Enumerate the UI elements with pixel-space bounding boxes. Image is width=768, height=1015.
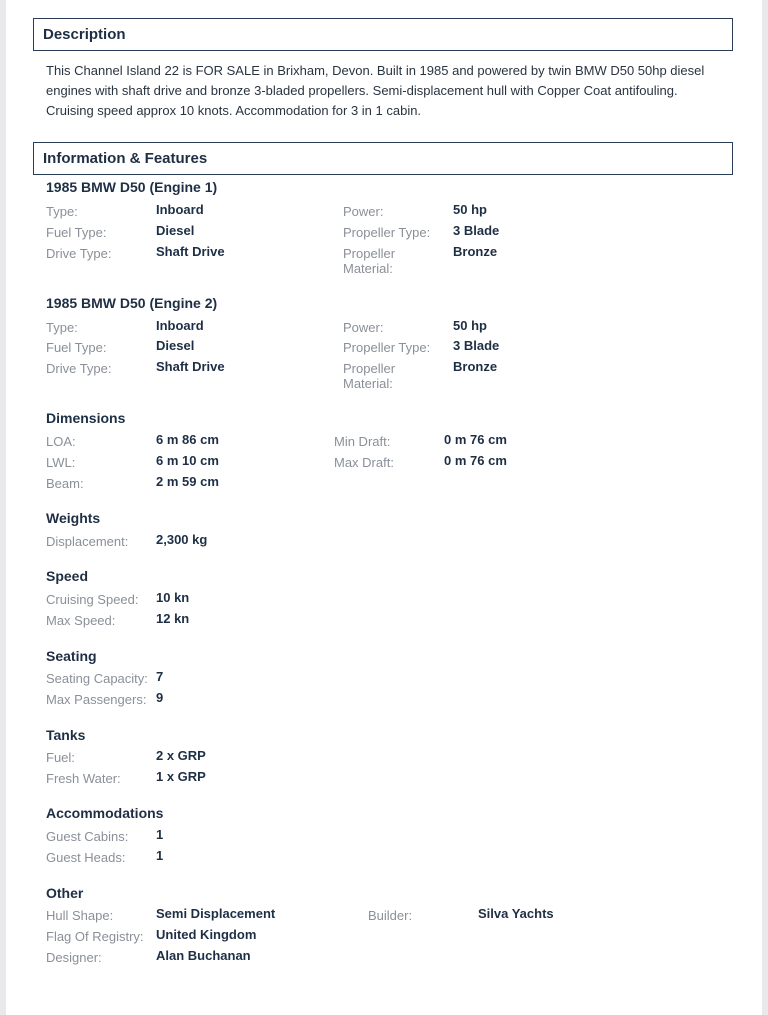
engine2-prop-material-value: Bronze <box>453 359 498 374</box>
seating-capacity-label: Seating Capacity: <box>46 671 148 686</box>
engine1-drive-value: Shaft Drive <box>156 244 225 259</box>
seating-capacity-value: 7 <box>156 669 164 684</box>
builder-value: Silva Yachts <box>478 906 554 921</box>
flag-registry-value: United Kingdom <box>156 927 257 942</box>
engine1-title: 1985 BMW D50 (Engine 1) <box>46 179 218 195</box>
accommodations-title: Accommodations <box>46 805 164 821</box>
guest-cabins-label: Guest Cabins: <box>46 829 129 844</box>
engine2-power-label: Power: <box>343 320 384 335</box>
beam-value: 2 m 59 cm <box>156 474 219 489</box>
fuel-tank-value: 2 x GRP <box>156 748 206 763</box>
engine2-drive-label: Drive Type: <box>46 361 112 376</box>
max-speed-label: Max Speed: <box>46 613 116 628</box>
speed-title: Speed <box>46 568 89 584</box>
engine1-prop-material-label-2: Material: <box>343 261 393 276</box>
flag-registry-label: Flag Of Registry: <box>46 929 144 944</box>
engine2-power-value: 50 hp <box>453 318 487 333</box>
engine1-prop-type-label: Propeller Type: <box>343 225 431 240</box>
designer-value: Alan Buchanan <box>156 948 251 963</box>
engine2-prop-type-value: 3 Blade <box>453 338 500 353</box>
other-title: Other <box>46 885 84 901</box>
description-header: Description <box>33 18 733 51</box>
loa-label: LOA: <box>46 434 76 449</box>
engine2-prop-type-label: Propeller Type: <box>343 340 431 355</box>
fresh-water-value: 1 x GRP <box>156 769 206 784</box>
engine1-power-value: 50 hp <box>453 202 487 217</box>
displacement-value: 2,300 kg <box>156 532 208 547</box>
engine2-fuel-label: Fuel Type: <box>46 340 107 355</box>
max-passengers-value: 9 <box>156 690 164 705</box>
engine2-drive-value: Shaft Drive <box>156 359 225 374</box>
designer-label: Designer: <box>46 950 102 965</box>
listing-page <box>6 0 762 1015</box>
lwl-value: 6 m 10 cm <box>156 453 219 468</box>
hull-shape-value: Semi Displacement <box>156 906 276 921</box>
max-draft-value: 0 m 76 cm <box>444 453 507 468</box>
lwl-label: LWL: <box>46 455 76 470</box>
min-draft-label: Min Draft: <box>334 434 391 449</box>
description-text: This Channel Island 22 is FOR SALE in Brixham, Devon. Built in 1985 and powered by twin BMW D50 50hp diesel engines with shaft drive and bronze 3-bladed propellers. Semi-displacement hull with Copper Coat antifouling. Cruising speed approx 10 knots. Accommodation for 3 in 1 cabin. <box>46 63 705 118</box>
guest-heads-label: Guest Heads: <box>46 850 126 865</box>
displacement-label: Displacement: <box>46 534 129 549</box>
engine1-type-value: Inboard <box>156 202 204 217</box>
engine1-prop-material-value: Bronze <box>453 244 498 259</box>
seating-title: Seating <box>46 648 97 664</box>
fresh-water-label: Fresh Water: <box>46 771 121 786</box>
weights-title: Weights <box>46 510 101 526</box>
guest-cabins-value: 1 <box>156 827 164 842</box>
engine1-fuel-value: Diesel <box>156 223 195 238</box>
engine1-type-label: Type: <box>46 204 78 219</box>
engine1-prop-type-value: 3 Blade <box>453 223 500 238</box>
hull-shape-label: Hull Shape: <box>46 908 114 923</box>
engine1-fuel-label: Fuel Type: <box>46 225 107 240</box>
engine1-power-label: Power: <box>343 204 384 219</box>
cruising-speed-label: Cruising Speed: <box>46 592 139 607</box>
max-speed-value: 12 kn <box>156 611 190 626</box>
engine2-title: 1985 BMW D50 (Engine 2) <box>46 295 218 311</box>
min-draft-value: 0 m 76 cm <box>444 432 507 447</box>
engine2-prop-material-label-1: Propeller <box>343 361 396 376</box>
dimensions-title: Dimensions <box>46 410 126 426</box>
engine1-prop-material-label-1: Propeller <box>343 246 396 261</box>
fuel-tank-label: Fuel: <box>46 750 75 765</box>
max-draft-label: Max Draft: <box>334 455 394 470</box>
cruising-speed-value: 10 kn <box>156 590 190 605</box>
engine2-type-label: Type: <box>46 320 78 335</box>
guest-heads-value: 1 <box>156 848 164 863</box>
loa-value: 6 m 86 cm <box>156 432 219 447</box>
max-passengers-label: Max Passengers: <box>46 692 147 707</box>
tanks-title: Tanks <box>46 727 86 743</box>
builder-label: Builder: <box>368 908 413 923</box>
beam-label: Beam: <box>46 476 84 491</box>
engine2-type-value: Inboard <box>156 318 204 333</box>
engine2-fuel-value: Diesel <box>156 338 195 353</box>
info-features-header: Information & Features <box>33 142 733 175</box>
engine2-prop-material-label-2: Material: <box>343 376 393 391</box>
engine1-drive-label: Drive Type: <box>46 246 112 261</box>
